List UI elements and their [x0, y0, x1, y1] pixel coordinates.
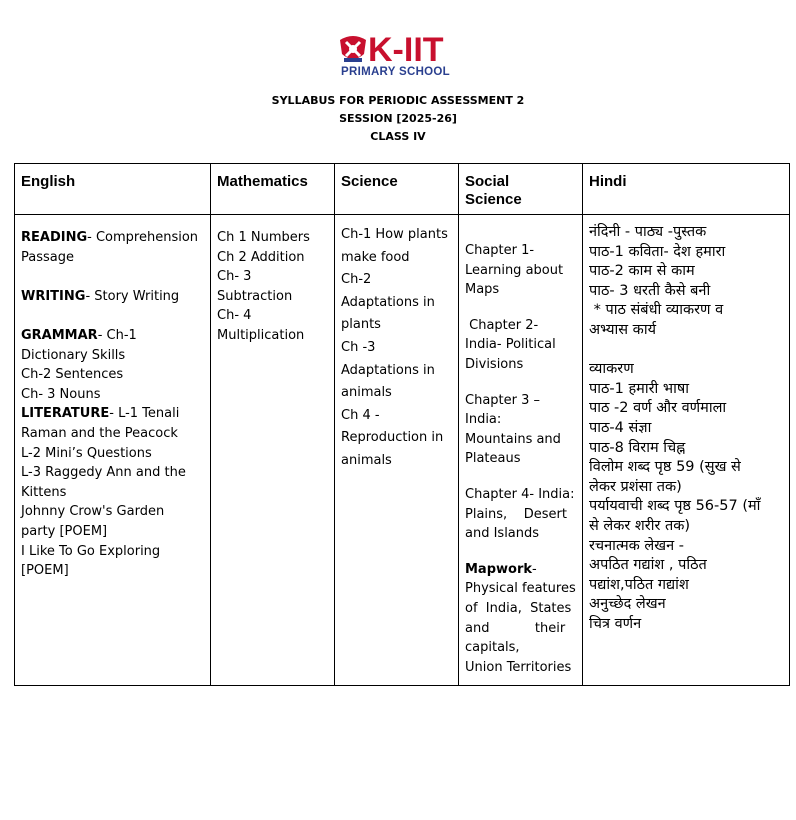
- class-title: CLASS IV: [370, 130, 426, 143]
- school-logo: [338, 31, 468, 82]
- list-item: Kittens: [21, 484, 67, 500]
- list-item: Ch- 4: [217, 308, 252, 324]
- list-item: पाठ -2 वर्ण और वर्णमाला: [589, 400, 727, 417]
- list-item: and Islands: [465, 526, 540, 542]
- list-item: Ch-2 Sentences: [21, 367, 124, 383]
- list-item: पाठ-4 संज्ञा: [589, 419, 652, 436]
- list-item: Subtraction: [217, 288, 293, 304]
- list-item: लेकर प्रशंसा तक): [589, 478, 682, 495]
- list-item: [POEM]: [21, 563, 69, 579]
- list-item: पद्यांश,पठित गद्यांश: [589, 576, 689, 593]
- list-item: Passage: [21, 249, 74, 265]
- list-item: रचनात्मक लेखन -: [589, 537, 685, 554]
- list-item: I Like To Go Exploring: [21, 543, 161, 559]
- list-item: Multiplication: [217, 327, 305, 343]
- list-item: Ch -3: [341, 339, 376, 355]
- list-item: अनुच्छेद लेखन: [589, 596, 666, 613]
- table-header-row: [15, 164, 790, 215]
- grammar-item: GRAMMAR- Ch-1: [21, 327, 137, 343]
- list-item: party [POEM]: [21, 523, 108, 539]
- logo-name: K-IIT: [368, 31, 444, 69]
- list-item: and their: [465, 620, 566, 636]
- syllabus-table: [14, 163, 790, 686]
- list-item: of India, States: [465, 600, 572, 616]
- header-hindi: Hindi: [583, 164, 790, 215]
- list-item: Ch 4 -: [341, 407, 380, 423]
- list-item: Physical features: [465, 581, 576, 597]
- list-item: Ch-1 How plants: [341, 227, 448, 242]
- list-item: पर्यायवाची शब्द पृष्ठ 56-57 (माँ: [589, 498, 761, 515]
- list-item: Ch-2: [341, 272, 372, 288]
- list-item: Ch 2 Addition: [217, 249, 305, 265]
- list-item: व्याकरण: [589, 361, 634, 378]
- list-item: L-2 Mini’s Questions: [21, 445, 152, 461]
- list-item: Johnny Crow's Garden: [21, 504, 165, 520]
- list-item: Adaptations in: [341, 362, 435, 378]
- header-social-science: Social Science: [459, 164, 583, 215]
- list-item: अपठित गद्यांश , पठित: [589, 557, 707, 574]
- literature-item: LITERATURE- L-1 Tenali: [21, 406, 180, 422]
- english-cell: [15, 215, 211, 686]
- list-item: Mountains and: [465, 431, 561, 447]
- reading-item: READING- Comprehension: [21, 230, 199, 245]
- list-item: animals: [341, 452, 392, 468]
- header-mathematics: Mathematics: [211, 164, 335, 215]
- list-item: अभ्यास कार्य: [589, 321, 656, 338]
- list-item: नंदिनी - पाठ्य -पुस्तक: [589, 224, 707, 240]
- logo-subtitle: PRIMARY SCHOOL: [341, 66, 450, 78]
- list-item: Ch- 3 Nouns: [21, 386, 101, 402]
- syllabus-title: SYLLABUS FOR PERIODIC ASSESSMENT 2: [271, 94, 525, 107]
- list-item: Plateaus: [465, 451, 521, 467]
- mapwork-item: Mapwork-: [465, 561, 537, 577]
- list-item: Chapter 3 –: [465, 392, 541, 408]
- social-science-cell: [459, 215, 583, 686]
- list-item: पाठ-1 कविता- देश हमारा: [589, 243, 726, 260]
- list-item: L-3 Raggedy Ann and the: [21, 465, 186, 481]
- list-item: Plains, Desert: [465, 506, 567, 522]
- list-item: plants: [341, 317, 381, 333]
- list-item: Dictionary Skills: [21, 347, 126, 363]
- header-english: English: [15, 164, 211, 215]
- hindi-cell: [583, 215, 790, 686]
- session-title: SESSION [2025-26]: [339, 112, 457, 125]
- list-item: India:: [465, 412, 502, 428]
- list-item: India- Political: [465, 337, 556, 353]
- list-item: पाठ-2 काम से काम: [589, 263, 695, 280]
- list-item: Chapter 2-: [465, 317, 539, 333]
- list-item: Chapter 4- India:: [465, 486, 575, 502]
- list-item: पाठ-8 विराम चिह्न: [589, 439, 686, 456]
- list-item: Divisions: [465, 356, 524, 372]
- list-item: Reproduction in: [341, 430, 444, 446]
- list-item: पाठ- 3 धरती कैसे बनी: [589, 282, 711, 299]
- header-science: Science: [335, 164, 459, 215]
- list-item: पाठ-1 हमारी भाषा: [589, 380, 689, 397]
- writing-item: WRITING- Story Writing: [21, 288, 180, 304]
- mathematics-cell: [211, 215, 335, 686]
- list-item: capitals,: [465, 640, 520, 656]
- science-cell: [335, 215, 459, 686]
- list-item: Ch 1 Numbers: [217, 230, 310, 245]
- crest-icon: [338, 34, 368, 66]
- list-item: Ch- 3: [217, 269, 252, 285]
- list-item: विलोम शब्द पृष्ठ 59 (सुख से: [589, 459, 741, 476]
- list-item: Chapter 1-: [465, 243, 535, 258]
- list-item: make food: [341, 249, 410, 265]
- list-item: Raman and the Peacock: [21, 425, 178, 441]
- list-item: * पाठ संबंधी व्याकरण व: [589, 302, 724, 319]
- list-item: से लेकर शरीर तक): [589, 517, 691, 534]
- list-item: Maps: [465, 282, 500, 298]
- list-item: Union Territories: [465, 659, 572, 675]
- list-item: animals: [341, 385, 392, 401]
- list-item: चित्र वर्णन: [589, 615, 642, 632]
- table-content-row: [15, 215, 790, 686]
- list-item: Adaptations in: [341, 294, 435, 310]
- list-item: Learning about: [465, 262, 564, 278]
